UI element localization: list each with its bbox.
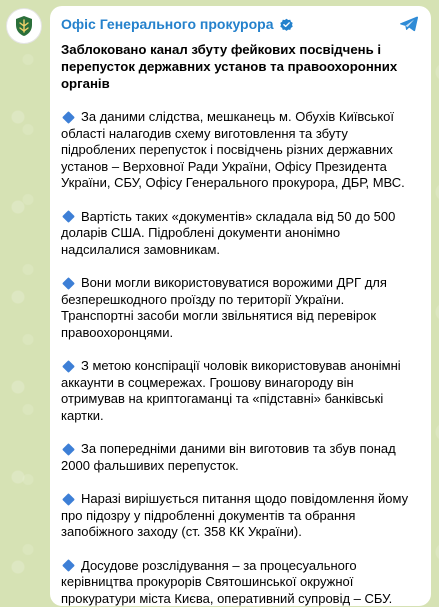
blue-diamond-icon xyxy=(62,111,75,124)
paragraph-text: Вони могли використовуватися ворожими ДРГ для безперешкодного проїзду по території України. Транспортні засоби могли звільнятися від перевірок правоохоронцями. xyxy=(61,275,387,340)
paragraph-text: Вартість таких «документів» складала від 50 до 500 доларів США. Підроблені документи анонімно надсилалися замовникам. xyxy=(61,209,395,257)
post-paragraph xyxy=(61,441,419,474)
paragraph-text: За попередніми даними він виготовив та збув понад 2000 фальшивих перепусток. xyxy=(61,441,396,473)
post-paragraph xyxy=(61,358,419,424)
paragraph-text: Досудове розслідування – за процесуального керівництва прокурорів Святошинської окружної прокуратури міста Києва, оперативний супровід – СБУ. xyxy=(61,558,392,606)
blue-diamond-icon xyxy=(62,277,75,290)
post-paragraph xyxy=(61,558,419,607)
telegram-share-icon[interactable] xyxy=(399,15,419,33)
blue-diamond-icon xyxy=(62,210,75,223)
blue-diamond-icon xyxy=(62,360,75,373)
message-header xyxy=(61,14,419,34)
blue-diamond-icon xyxy=(62,443,75,456)
channel-avatar[interactable] xyxy=(6,8,42,44)
post-paragraph xyxy=(61,491,419,541)
paragraph-text: Наразі вирішується питання щодо повідомлення йому про підозру у підробленні документів та обрання запобіжного заходу (ст. 358 КК України). xyxy=(61,491,408,539)
channel-name[interactable]: Офіс Генерального прокурора xyxy=(61,16,274,32)
verified-badge-icon xyxy=(279,17,294,32)
message-bubble xyxy=(50,6,431,606)
prosecutor-emblem-icon xyxy=(12,14,36,38)
paragraph-text: За даними слідства, мешканець м. Обухів Київської області налагодив схему виготовлення та збуту підроблених перепусток і посвідчень різних державних установ – Верховної Ради України, Офісу Президента України, СБУ, Офісу Генерального прокурора, ДБР, МВС. xyxy=(61,109,405,190)
post-paragraph xyxy=(61,209,419,259)
paragraph-text: З метою конспірації чоловік використовував анонімні аккаунти в соцмережах. Грошову винагороду він отримував на криптогаманці та «підставні» банківські картки. xyxy=(61,358,401,423)
post-paragraph xyxy=(61,109,419,192)
blue-diamond-icon xyxy=(62,559,75,572)
post-headline: Заблоковано канал збуту фейкових посвідчень і перепусток державних установ та правоохоронних органів xyxy=(61,41,419,92)
blue-diamond-icon xyxy=(62,493,75,506)
post-paragraph xyxy=(61,275,419,341)
